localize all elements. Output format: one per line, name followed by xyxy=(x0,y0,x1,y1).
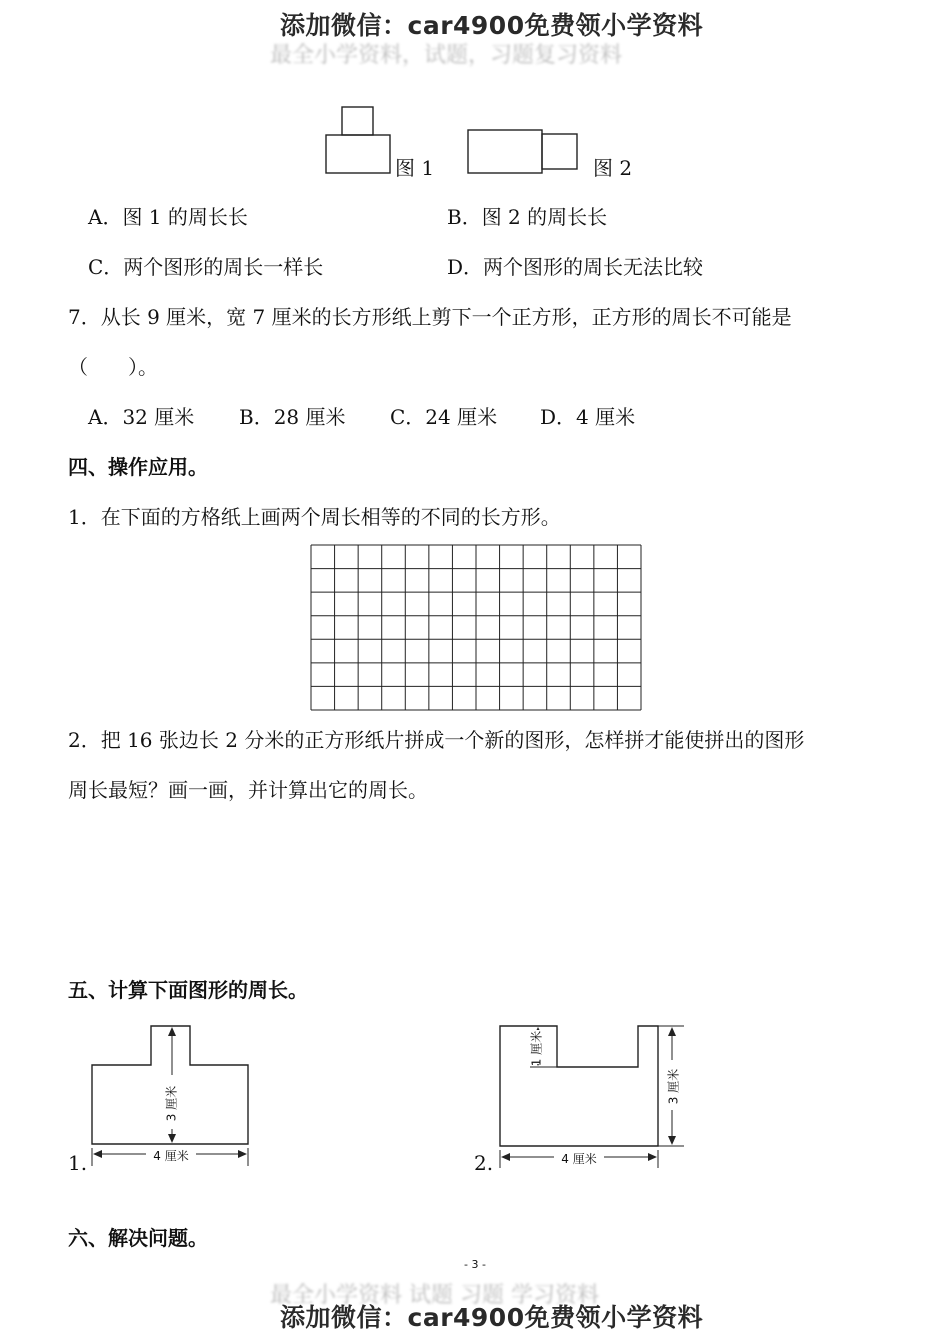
q6-option-b: B．图 2 的周长长 xyxy=(447,205,608,229)
figure-2-height-label: 3 厘米 xyxy=(666,1068,681,1105)
header-watermark: 添加微信：car4900免费领小学资料 xyxy=(280,11,704,40)
figure-2-height-label-bg xyxy=(660,1060,686,1110)
figure-2-number: 2. xyxy=(474,1151,494,1175)
figure-1-width-label: 4 厘米 xyxy=(148,1147,194,1164)
figure-1-number: 1. xyxy=(68,1151,88,1175)
q7-option-a: A．32 厘米 xyxy=(88,405,195,429)
q7-text-line2: （ ）。 xyxy=(68,355,158,379)
q7-option-b: B．28 厘米 xyxy=(239,405,346,429)
section-5-title: 五、计算下面图形的周长。 xyxy=(68,978,308,1002)
section-4-q1: 1．在下面的方格纸上画两个周长相等的不同的长方形。 xyxy=(68,505,561,529)
section-4-title: 四、操作应用。 xyxy=(68,455,208,479)
footer-faded-text: 最全小学资料 试题 习题 学习资料 xyxy=(270,1283,599,1308)
q7-text-line1: 7．从长 9 厘米，宽 7 厘米的长方形纸上剪下一个正方形，正方形的周长不可能是 xyxy=(68,305,792,329)
section-4-q2-line2: 周长最短？画一画，并计算出它的周长。 xyxy=(68,778,428,802)
figure-2-width-label: 4 厘米 xyxy=(556,1150,602,1167)
header-faded-text: 最全小学资料，试题，习题复习资料 xyxy=(270,43,623,68)
section-6-title: 六、解决问题。 xyxy=(68,1226,208,1250)
figure-2-label: 图 2 xyxy=(593,156,633,180)
page-number: - 3 - xyxy=(464,1258,486,1271)
footer-watermark: 添加微信：car4900免费领小学资料 xyxy=(280,1303,704,1332)
q6-option-a: A．图 1 的周长长 xyxy=(88,205,248,229)
figure-1-label: 图 1 xyxy=(395,156,435,180)
figure-1-height-label: 3 厘米 xyxy=(164,1085,179,1122)
figure-2-notch-label-bg xyxy=(521,1030,551,1067)
q6-option-c: C．两个图形的周长一样长 xyxy=(88,255,324,279)
figure-2-notch-label: 1 厘米 xyxy=(529,1030,544,1067)
q6-option-d: D．两个图形的周长无法比较 xyxy=(447,255,704,279)
q7-option-d: D．4 厘米 xyxy=(540,405,636,429)
section-4-q2-line1: 2．把 16 张边长 2 分米的正方形纸片拼成一个新的图形，怎样拼才能使拼出的图形 xyxy=(68,728,805,752)
q7-option-c: C．24 厘米 xyxy=(390,405,498,429)
